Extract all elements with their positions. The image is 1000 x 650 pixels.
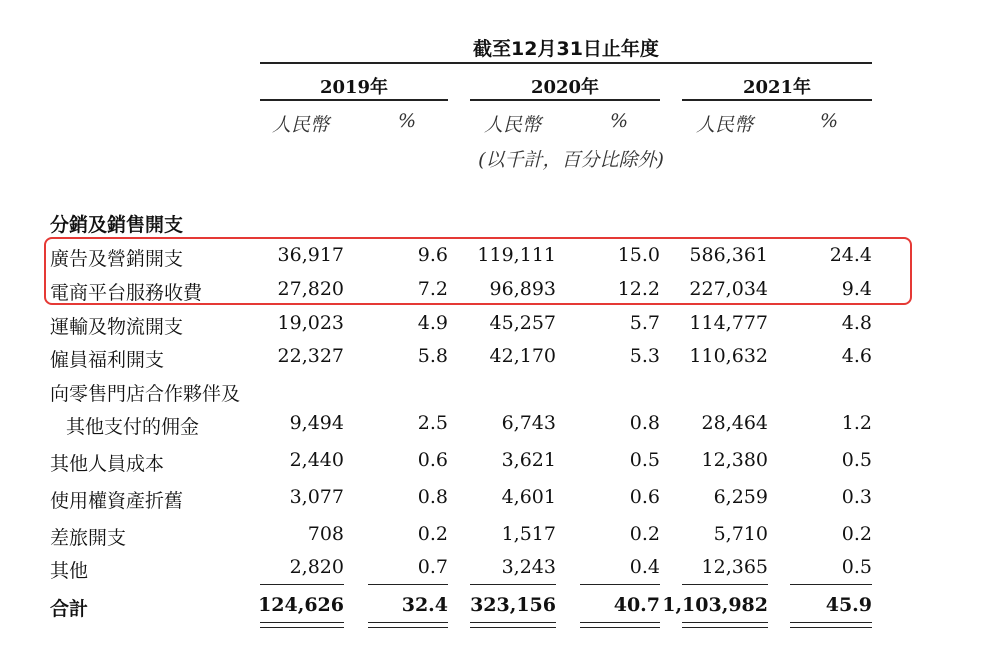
subtotal-rule: [470, 584, 556, 585]
cell-2020-rmb: 3,621: [501, 449, 556, 471]
year-2020: 2020年: [530, 77, 600, 98]
cell-2019-rmb: 9,494: [289, 412, 344, 434]
year-2020-underline: [470, 99, 660, 101]
row-label: 廣告及營銷開支: [50, 248, 184, 270]
year-2021: 2021年: [742, 77, 812, 98]
year-2019-underline: [260, 99, 448, 101]
cell-2020-pct: 15.0: [617, 244, 660, 266]
percent-2021: %: [820, 110, 839, 132]
percent-2019: %: [398, 110, 417, 132]
year-2019: 2019年: [319, 77, 389, 98]
total-double-rule: [790, 622, 872, 628]
cell-2021-pct: 0.2: [841, 523, 872, 545]
cell-2019-pct: 0.2: [417, 523, 448, 545]
row-label: 運輸及物流開支: [50, 316, 184, 338]
currency-2021: 人民幣: [696, 114, 754, 136]
subtotal-rule: [682, 584, 768, 585]
cell-2020-pct: 0.4: [629, 556, 660, 578]
section-title: 分銷及銷售開支: [50, 214, 184, 236]
cell-2021-pct: 0.5: [841, 556, 872, 578]
cell-2020-rmb: 6,743: [501, 412, 556, 434]
cell-2021-rmb: 114,777: [689, 312, 768, 334]
cell-2019-rmb: 19,023: [277, 312, 344, 334]
percent-2020: %: [610, 110, 629, 132]
unit-note: (以千計，百分比除外): [478, 149, 664, 171]
subtotal-rule: [368, 584, 448, 585]
cell-2021-rmb: 5,710: [713, 523, 768, 545]
cell-2020-rmb: 96,893: [489, 278, 556, 300]
total-label: 合計: [50, 598, 89, 620]
total-2021-pct: 45.9: [825, 594, 872, 616]
cell-2020-rmb: 42,170: [489, 345, 556, 367]
total-2019-rmb: 124,626: [258, 594, 344, 616]
row-label: 差旅開支: [50, 527, 127, 549]
cell-2020-rmb: 1,517: [501, 523, 556, 545]
total-double-rule: [368, 622, 448, 628]
row-label: 電商平台服務收費: [50, 282, 203, 304]
row-label: 其他: [50, 560, 89, 582]
cell-2019-rmb: 22,327: [277, 345, 344, 367]
cell-2020-rmb: 3,243: [501, 556, 556, 578]
cell-2019-pct: 5.8: [417, 345, 448, 367]
cell-2020-pct: 12.2: [617, 278, 660, 300]
row-label: 使用權資產折舊: [50, 490, 184, 512]
highlight-box: [44, 237, 912, 305]
cell-2019-pct: 0.6: [417, 449, 448, 471]
cell-2021-pct: 4.8: [841, 312, 872, 334]
total-2021-rmb: 1,103,982: [662, 594, 768, 616]
period-underline: [260, 62, 872, 64]
cell-2021-pct: 0.3: [841, 486, 872, 508]
cell-2020-rmb: 119,111: [477, 244, 556, 266]
row-label: 其他人員成本: [50, 453, 165, 475]
cell-2021-rmb: 227,034: [689, 278, 768, 300]
currency-2020: 人民幣: [484, 114, 542, 136]
cell-2019-pct: 7.2: [417, 278, 448, 300]
cell-2020-pct: 5.7: [629, 312, 660, 334]
cell-2021-rmb: 110,632: [689, 345, 768, 367]
total-2019-pct: 32.4: [401, 594, 448, 616]
total-double-rule: [682, 622, 768, 628]
cell-2019-rmb: 36,917: [277, 244, 344, 266]
cell-2020-pct: 0.5: [629, 449, 660, 471]
cell-2019-rmb: 3,077: [289, 486, 344, 508]
cell-2020-pct: 0.8: [629, 412, 660, 434]
cell-2021-rmb: 12,380: [701, 449, 768, 471]
cell-2021-pct: 24.4: [829, 244, 872, 266]
subtotal-rule: [580, 584, 660, 585]
cell-2019-rmb: 708: [307, 523, 344, 545]
cell-2020-rmb: 4,601: [501, 486, 556, 508]
cell-2019-pct: 9.6: [417, 244, 448, 266]
total-double-rule: [470, 622, 556, 628]
cell-2019-pct: 0.7: [417, 556, 448, 578]
cell-2019-rmb: 2,440: [289, 449, 344, 471]
total-double-rule: [580, 622, 660, 628]
total-2020-rmb: 323,156: [470, 594, 556, 616]
cell-2021-pct: 0.5: [841, 449, 872, 471]
total-double-rule: [260, 622, 344, 628]
cell-2020-pct: 5.3: [629, 345, 660, 367]
cell-2019-pct: 4.9: [417, 312, 448, 334]
row-label: 向零售門店合作夥伴及: [50, 383, 241, 405]
cell-2021-rmb: 586,361: [689, 244, 768, 266]
cell-2021-pct: 4.6: [841, 345, 872, 367]
total-2020-pct: 40.7: [613, 594, 660, 616]
cell-2021-pct: 9.4: [841, 278, 872, 300]
period-heading: 截至12月31日止年度: [473, 38, 659, 60]
row-label: 僱員福利開支: [50, 349, 165, 371]
subtotal-rule: [260, 584, 344, 585]
cell-2021-rmb: 12,365: [701, 556, 768, 578]
subtotal-rule: [790, 584, 872, 585]
cell-2021-rmb: 6,259: [713, 486, 768, 508]
currency-2019: 人民幣: [272, 114, 330, 136]
cell-2020-pct: 0.2: [629, 523, 660, 545]
cell-2021-rmb: 28,464: [701, 412, 768, 434]
cell-2019-pct: 2.5: [417, 412, 448, 434]
cell-2019-rmb: 27,820: [277, 278, 344, 300]
cell-2019-pct: 0.8: [417, 486, 448, 508]
cell-2019-rmb: 2,820: [289, 556, 344, 578]
cell-2020-pct: 0.6: [629, 486, 660, 508]
cell-2021-pct: 1.2: [841, 412, 872, 434]
cell-2020-rmb: 45,257: [489, 312, 556, 334]
row-label: 其他支付的佣金: [66, 416, 200, 438]
year-2021-underline: [682, 99, 872, 101]
